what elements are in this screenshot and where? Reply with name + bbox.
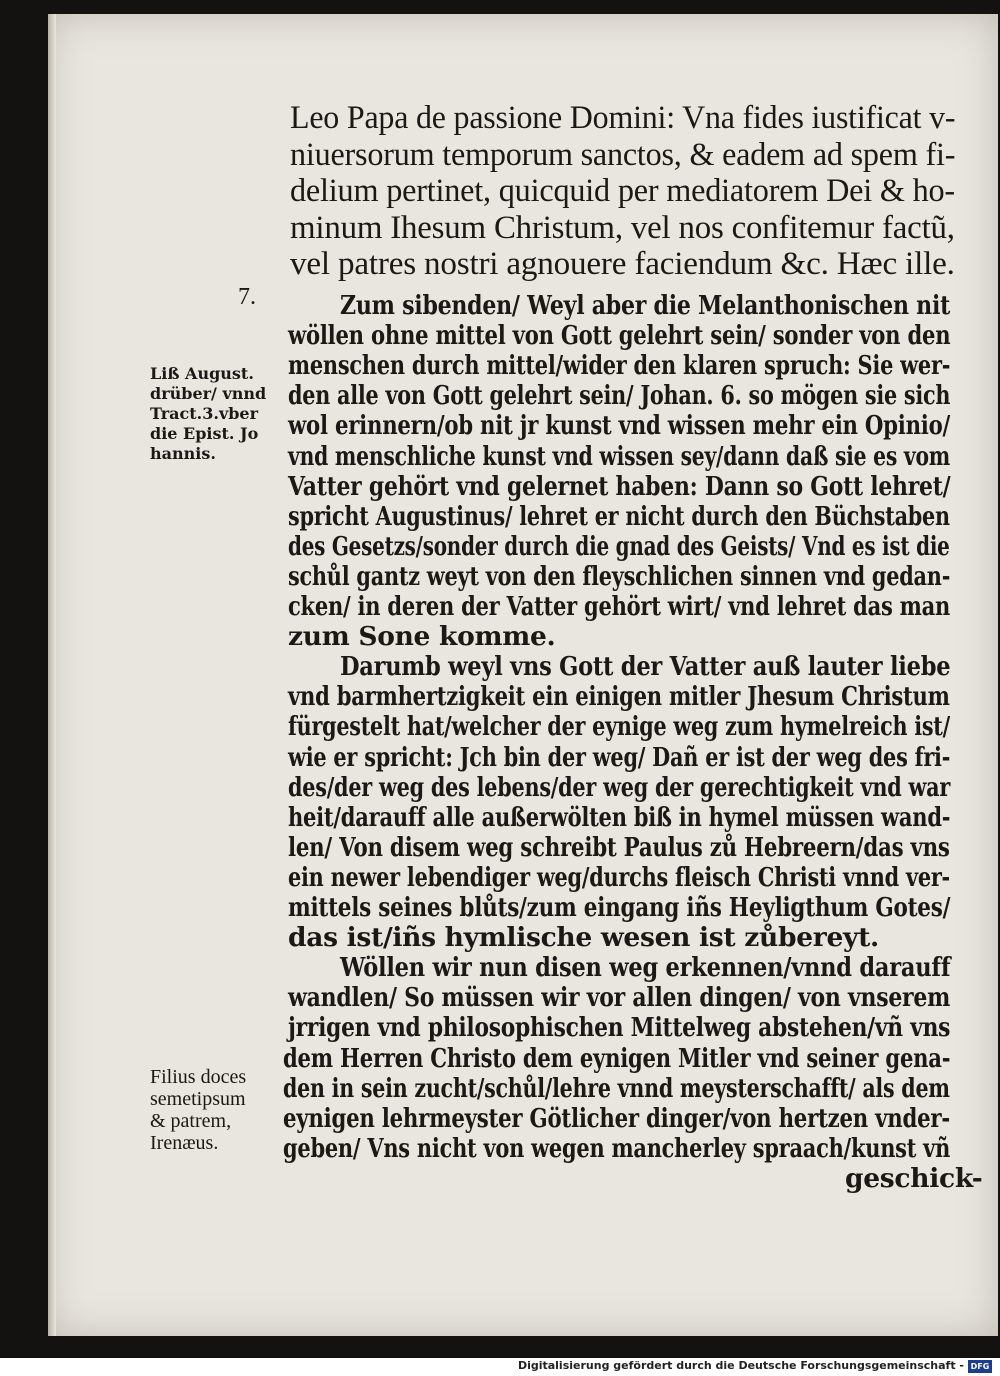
body-line-4: den alle von Gott gelehrt sein/ Johan. 6. so mögen sie sich <box>288 380 951 412</box>
body-line-10: schůl gantz weyt von den fleyschlichen sinnen vnd gedan- <box>288 560 951 592</box>
margin-note-1-line-3: Tract.3.vber <box>150 404 259 423</box>
body-line-22: das ist/iñs hymlische wesen ist zůbereyt. <box>288 922 879 954</box>
body-line-29: geben/ Vns nicht von wegen mancherley spraach/kunst vñ <box>283 1132 951 1164</box>
body-line-18: heit/darauff alle außerwölten biß in hymel müssen wand- <box>288 801 951 833</box>
body-line-27: den in sein zucht/schůl/lehre vnnd meysterschafft/ als dem <box>283 1072 950 1104</box>
body-line-25: jrrigen vnd philosophischen Mittelweg abstehen/vñ vns <box>288 1012 951 1044</box>
latin-quote-line-4: minum Ihesum Christum, vel nos confitemur factũ, <box>290 209 955 246</box>
body-line-26: dem Herren Christo dem eynigen Mitler vnd seiner gena- <box>283 1042 951 1074</box>
body-line-12: zum Sone komme. <box>288 621 556 653</box>
body-line-14: vnd barmhertzigkeit ein einigen mitler Jhesum Christum <box>288 681 950 713</box>
margin-note-1-line-1: Liß August. <box>150 364 254 383</box>
margin-note-2-line-1: Filius doces <box>150 1066 247 1088</box>
latin-quote-line-2: niuersorum temporum sanctos, & eadem ad spem fi- <box>290 136 956 173</box>
page-edge-shadow <box>48 14 56 1336</box>
body-line-21: mittels seines blůts/zum eingang iñs Heyligthum Gotes/ <box>288 892 951 923</box>
latin-quote-line-1: Leo Papa de passione Domini: Vna fides iustificat v- <box>290 100 956 136</box>
body-line-8: spricht Augustinus/ lehret er nicht durch den Büchstaben <box>288 500 950 532</box>
body-line-13: Darumb weyl vns Gott der Vatter auß lauter liebe <box>340 651 951 683</box>
digitization-credit: Digitalisierung gefördert durch die Deutsche Forschungsgemeinschaft - <box>517 1359 964 1372</box>
body-line-15: fürgestelt hat/welcher der eynige weg zum hymelreich ist/ <box>288 711 950 743</box>
margin-note-1-line-4: die Epist. Jo <box>150 424 259 443</box>
body-line-28: eynigen lehrmeyster Götlicher dinger/von hertzen vnder- <box>283 1102 950 1134</box>
margin-note-2-line-3: & patrem, <box>150 1110 232 1132</box>
body-line-30: geschick- <box>845 1162 983 1194</box>
section-number: 7. <box>238 284 256 310</box>
latin-quote-line-3: delium pertinet, quicquid per mediatorem Dei & ho- <box>290 173 955 209</box>
body-line-24: wandlen/ So müssen wir vor allen dingen/ von vnserem <box>288 982 951 1014</box>
body-line-23: Wöllen wir nun disen weg erkennen/vnnd darauff <box>340 952 951 984</box>
margin-note-2-line-2: semetipsum <box>150 1088 246 1110</box>
body-line-19: len/ Von disem weg schreibt Paulus zů Hebreern/das vns <box>288 831 950 863</box>
body-line-2: wöllen ohne mittel von Gott gelehrt sein/ sonder von den <box>288 320 951 352</box>
body-line-9: des Gesetzs/sonder durch die gnad des Geists/ Vnd es ist die <box>288 530 950 562</box>
body-line-7: Vatter gehört vnd gelernet haben: Dann so Gott lehret/ <box>288 470 951 502</box>
dfg-logo: DFG <box>968 1360 992 1373</box>
margin-note-2-line-4: Irenæus. <box>150 1132 219 1154</box>
body-line-16: wie er spricht: Jch bin der weg/ Dañ er ist der weg des fri- <box>288 741 951 773</box>
body-line-17: des/der weg des lebens/der weg der gerechtigkeit vnd war <box>288 771 951 803</box>
body-line-5: wol erinnern/ob nit jr kunst vnd wissen mehr ein Opinio/ <box>288 410 951 442</box>
body-line-6: vnd menschliche kunst vnd wissen sey/dann daß sie es vom <box>288 440 951 472</box>
margin-note-1-line-2: drüber/ vnnd <box>150 384 267 403</box>
body-line-3: menschen durch mittel/wider den klaren spruch: Sie wer- <box>288 350 951 382</box>
body-line-20: ein newer lebendiger weg/durchs fleisch Christi vnnd ver- <box>288 861 950 893</box>
body-line-11: cken/ in deren der Vatter gehört wirt/ vnd lehret das man <box>288 591 951 622</box>
margin-note-1-line-5: hannis. <box>150 444 216 463</box>
latin-quote-line-5: vel patres nostri agnouere faciendum &c. Hæc ille. <box>290 246 955 282</box>
body-line-1: Zum sibenden/ Weyl aber die Melanthonischen nit <box>340 290 951 321</box>
